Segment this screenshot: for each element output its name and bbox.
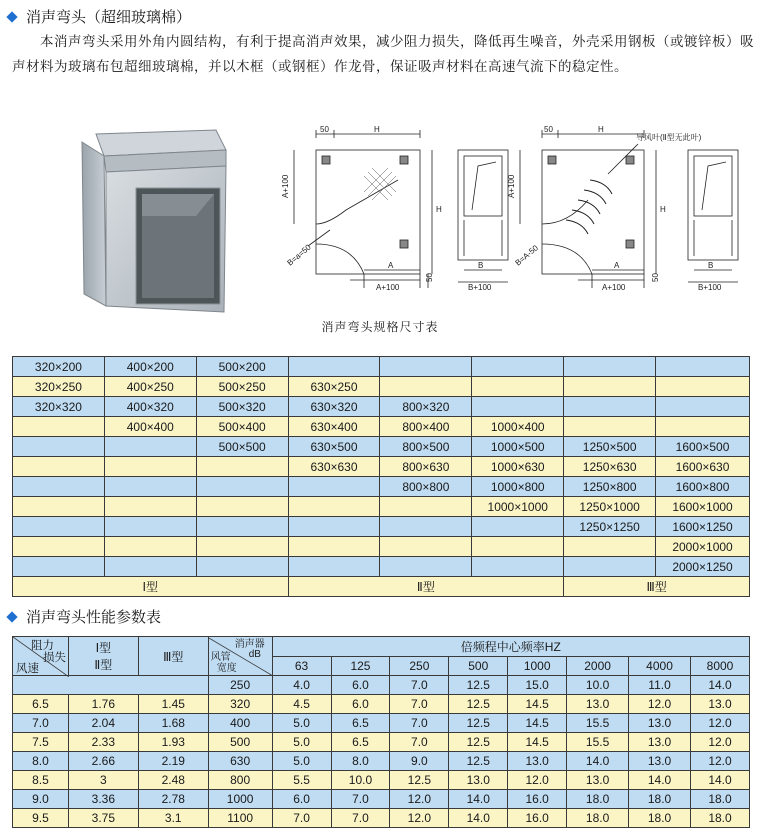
size-cell: 1250×800 (564, 477, 656, 497)
dimension-drawing (268, 120, 758, 320)
size-cell: 1250×1000 (564, 497, 656, 517)
size-cell (472, 557, 564, 577)
size-cell: 500×400 (196, 417, 288, 437)
perf-cell: 12.0 (690, 733, 749, 752)
perf-cell: 12.0 (690, 752, 749, 771)
size-cell: 630×630 (288, 457, 380, 477)
perf-cell: 5.0 (272, 733, 331, 752)
perf-cell: 12.0 (508, 771, 567, 790)
size-cell (13, 417, 105, 437)
header-type3: Ⅲ型 (138, 637, 208, 676)
size-cell (288, 517, 380, 537)
perf-cell: 1.93 (138, 733, 208, 752)
perf-cell: 320 (208, 695, 272, 714)
size-cell (564, 357, 656, 377)
perf-row (13, 771, 750, 790)
perf-cell: 7.0 (13, 714, 69, 733)
size-cell: 400×200 (104, 357, 196, 377)
perf-cell: 7.0 (331, 790, 390, 809)
perf-cell: 16.0 (508, 809, 567, 828)
perf-cell: 18.0 (629, 809, 691, 828)
diamond-bullet-icon (6, 611, 17, 622)
perf-row (13, 809, 750, 828)
perf-cell: 14.0 (690, 771, 749, 790)
perf-cell: 250 (208, 676, 272, 695)
header-width: 宽度 (216, 663, 237, 674)
size-cell: 630×320 (288, 397, 380, 417)
perf-cell: 12.0 (390, 790, 449, 809)
type-label: Ⅲ型 (564, 577, 750, 597)
dim-label: B=A-50 (513, 243, 540, 268)
size-cell (196, 557, 288, 577)
perf-cell: 13.0 (567, 771, 629, 790)
dim-label: B=a=50 (285, 242, 313, 268)
size-cell (196, 537, 288, 557)
size-row (13, 537, 750, 557)
size-cell (288, 357, 380, 377)
size-cell: 1600×800 (656, 477, 750, 497)
frequency-header: 63 (272, 656, 331, 676)
perf-cell: 11.0 (629, 676, 691, 695)
perf-cell: 12.5 (390, 771, 449, 790)
frequency-header: 2000 (567, 656, 629, 676)
header-duct: 风管 (210, 652, 231, 663)
dim-label: H (374, 125, 380, 134)
perf-row (13, 714, 750, 733)
perf-cell: 4.0 (272, 676, 331, 695)
size-cell (656, 377, 750, 397)
perf-cell: 12.0 (690, 714, 749, 733)
dim-label: H (598, 125, 604, 134)
dim-label: A+100 (376, 283, 400, 292)
dim-label: 50 (320, 125, 329, 134)
size-cell: 320×320 (13, 397, 105, 417)
perf-row (13, 752, 750, 771)
size-cell: 2000×1250 (656, 557, 750, 577)
header-db: dB (248, 649, 261, 660)
size-cell (104, 437, 196, 457)
size-cell: 320×250 (13, 377, 105, 397)
size-cell: 500×250 (196, 377, 288, 397)
perf-cell: 9.0 (390, 752, 449, 771)
size-cell (380, 537, 472, 557)
perf-cell: 2.33 (68, 733, 138, 752)
size-cell: 1000×630 (472, 457, 564, 477)
size-cell (472, 397, 564, 417)
size-cell: 1600×630 (656, 457, 750, 477)
perf-cell: 13.0 (629, 733, 691, 752)
perf-cell: 2.66 (68, 752, 138, 771)
perf-cell: 3 (68, 771, 138, 790)
size-cell (656, 397, 750, 417)
frequency-header: 250 (390, 656, 449, 676)
perf-cell: 9.0 (13, 790, 69, 809)
perf-cell: 2.19 (138, 752, 208, 771)
perf-cell: 5.0 (272, 752, 331, 771)
size-cell (104, 517, 196, 537)
header-wind-speed: 风速 (16, 663, 39, 675)
size-row (13, 557, 750, 577)
size-cell (13, 537, 105, 557)
perf-cell: 14.0 (449, 790, 508, 809)
size-cell (104, 537, 196, 557)
perf-cell: 1.68 (138, 714, 208, 733)
perf-cell: 18.0 (567, 809, 629, 828)
perf-cell: 12.5 (449, 733, 508, 752)
size-cell: 1000×800 (472, 477, 564, 497)
dim-label: 50 (425, 273, 434, 282)
size-cell (564, 377, 656, 397)
size-cell: 800×800 (380, 477, 472, 497)
frequency-header: 4000 (629, 656, 691, 676)
perf-cell: 6.5 (331, 714, 390, 733)
size-cell: 1250×1250 (564, 517, 656, 537)
size-cell (472, 377, 564, 397)
perf-cell: 1.45 (138, 695, 208, 714)
size-cell: 1000×400 (472, 417, 564, 437)
size-cell: 800×630 (380, 457, 472, 477)
perf-cell: 14.0 (690, 676, 749, 695)
type-row (13, 577, 750, 597)
perf-cell: 14.5 (508, 733, 567, 752)
perf-cell: 9.5 (13, 809, 69, 828)
perf-cell: 2.04 (68, 714, 138, 733)
size-cell: 500×200 (196, 357, 288, 377)
dim-label: A (614, 261, 620, 270)
perf-cell: 3.36 (68, 790, 138, 809)
perf-cell: 13.0 (508, 752, 567, 771)
perf-cell: 12.0 (629, 695, 691, 714)
size-cell (196, 517, 288, 537)
perf-cell: 7.0 (272, 809, 331, 828)
header-muffler: 消声器 (234, 639, 265, 650)
frequency-header: 500 (449, 656, 508, 676)
size-cell (13, 437, 105, 457)
drawing-type1 (294, 130, 432, 288)
size-row (13, 357, 750, 377)
size-cell (472, 537, 564, 557)
perf-cell: 13.0 (449, 771, 508, 790)
size-row (13, 437, 750, 457)
perf-cell: 5.5 (272, 771, 331, 790)
perf-cell: 2.78 (138, 790, 208, 809)
frequency-header: 125 (331, 656, 390, 676)
size-cell: 800×320 (380, 397, 472, 417)
size-cell (656, 357, 750, 377)
header-frequency: 倍频程中心频率HZ (272, 637, 749, 657)
section-heading-performance (8, 606, 161, 627)
perf-cell: 2.48 (138, 771, 208, 790)
size-cell (472, 517, 564, 537)
dim-label: 50 (544, 125, 553, 134)
size-cell: 400×320 (104, 397, 196, 417)
perf-row (13, 790, 750, 809)
perf-row (13, 695, 750, 714)
size-cell (104, 477, 196, 497)
size-cell (380, 557, 472, 577)
type-label: Ⅱ型 (288, 577, 564, 597)
perf-cell: 800 (208, 771, 272, 790)
dim-label: 50 (651, 273, 660, 282)
perf-cell: 1000 (208, 790, 272, 809)
drawing-caption: 消声弯头规格尺寸表 (321, 320, 439, 334)
size-cell: 800×500 (380, 437, 472, 457)
perf-cell: 8.0 (13, 752, 69, 771)
perf-cell: 13.0 (629, 752, 691, 771)
perf-cell: 12.5 (449, 714, 508, 733)
dim-label: B (708, 261, 714, 270)
section-title: 消声弯头性能参数表 (26, 608, 162, 626)
size-cell: 1600×1250 (656, 517, 750, 537)
dim-label: B+100 (468, 283, 492, 292)
perf-cell: 6.5 (331, 733, 390, 752)
size-cell: 1600×1000 (656, 497, 750, 517)
size-cell (196, 497, 288, 517)
perf-cell: 18.0 (690, 790, 749, 809)
size-cell (380, 377, 472, 397)
perf-row (13, 733, 750, 752)
dim-label: A (388, 261, 394, 270)
perf-cell: 13.0 (567, 695, 629, 714)
perf-cell: 12.5 (449, 752, 508, 771)
size-cell (288, 477, 380, 497)
perf-cell: 1.76 (68, 695, 138, 714)
perf-cell: 15.5 (567, 733, 629, 752)
perf-cell: 14.5 (508, 714, 567, 733)
blank-cell (13, 676, 209, 695)
size-cell (104, 457, 196, 477)
header-type12 (68, 637, 138, 676)
section-heading-elbow (8, 6, 191, 27)
size-cell: 1000×1000 (472, 497, 564, 517)
perf-cell: 13.0 (629, 714, 691, 733)
perf-cell: 7.5 (13, 733, 69, 752)
size-cell: 500×320 (196, 397, 288, 417)
perf-cell: 1100 (208, 809, 272, 828)
size-cell (13, 477, 105, 497)
size-cell (564, 417, 656, 437)
size-cell: 1250×500 (564, 437, 656, 457)
intro-paragraph: 本消声弯头采用外角内圆结构，有利于提高消声效果，减少阻力损失，降低再生噪音，外壳采用钢板（或镀锌板）吸声材料为玻璃布包超细玻璃棉，并以木框（或钢框）作龙骨，保证吸声材料在高速气流下的稳定性。 (12, 34, 754, 75)
size-row (13, 457, 750, 477)
diamond-bullet-icon (6, 11, 17, 22)
perf-cell: 6.0 (331, 695, 390, 714)
perf-cell: 500 (208, 733, 272, 752)
header-muffler-diag (208, 637, 272, 676)
dim-label: A+100 (602, 283, 626, 292)
perf-cell: 12.0 (390, 809, 449, 828)
perf-cell: 5.0 (272, 714, 331, 733)
size-cell: 2000×1000 (656, 537, 750, 557)
size-cell (288, 537, 380, 557)
dim-label: H (660, 205, 666, 214)
drawing-type2 (520, 130, 656, 288)
perf-cell: 3.1 (138, 809, 208, 828)
perf-cell: 8.0 (331, 752, 390, 771)
size-cell (13, 517, 105, 537)
perf-cell: 18.0 (690, 809, 749, 828)
size-row (13, 417, 750, 437)
size-cell (196, 477, 288, 497)
size-cell (288, 557, 380, 577)
perf-cell: 14.5 (508, 695, 567, 714)
perf-cell: 15.0 (508, 676, 567, 695)
perf-cell: 7.0 (390, 733, 449, 752)
size-cell: 1250×630 (564, 457, 656, 477)
perf-cell: 18.0 (567, 790, 629, 809)
size-cell: 320×200 (13, 357, 105, 377)
perf-cell: 12.5 (449, 695, 508, 714)
size-cell: 630×400 (288, 417, 380, 437)
size-cell (196, 457, 288, 477)
perf-cell: 7.0 (331, 809, 390, 828)
size-cell (656, 417, 750, 437)
dim-label: B+100 (698, 283, 722, 292)
perf-cell: 10.0 (331, 771, 390, 790)
perf-cell: 12.5 (449, 676, 508, 695)
perf-cell: 7.0 (390, 714, 449, 733)
perf-cell: 7.0 (390, 676, 449, 695)
size-cell (13, 557, 105, 577)
perf-cell: 630 (208, 752, 272, 771)
size-cell (380, 497, 472, 517)
size-row (13, 517, 750, 537)
size-cell: 500×500 (196, 437, 288, 457)
perf-cell: 14.0 (449, 809, 508, 828)
perf-cell: 18.0 (629, 790, 691, 809)
size-table (12, 356, 750, 597)
dim-label: B (478, 261, 484, 270)
size-cell: 1000×500 (472, 437, 564, 457)
perf-cell: 6.5 (13, 695, 69, 714)
perf-cell: 13.0 (690, 695, 749, 714)
perf-cell: 8.5 (13, 771, 69, 790)
guide-vane-label: 导风叶(Ⅱ型无此叶) (636, 133, 702, 142)
frequency-header: 8000 (690, 656, 749, 676)
size-cell (564, 537, 656, 557)
perf-cell: 6.0 (331, 676, 390, 695)
size-cell (288, 497, 380, 517)
size-row (13, 397, 750, 417)
header-resistance: 阻力 (31, 640, 54, 652)
type-label: Ⅰ型 (13, 577, 289, 597)
size-cell: 1600×500 (656, 437, 750, 457)
size-row (13, 377, 750, 397)
size-cell (380, 517, 472, 537)
perf-cell: 7.0 (390, 695, 449, 714)
dim-label: A+100 (281, 174, 290, 198)
section-title: 消声弯头（超细玻璃棉） (26, 8, 192, 26)
perf-cell: 15.5 (567, 714, 629, 733)
size-cell: 800×400 (380, 417, 472, 437)
performance-table (12, 636, 750, 828)
header-diagonal-cell (13, 637, 69, 676)
perf-cell: 4.5 (272, 695, 331, 714)
size-cell (13, 497, 105, 517)
size-cell (472, 357, 564, 377)
perf-cell: 10.0 (567, 676, 629, 695)
size-cell: 400×400 (104, 417, 196, 437)
perf-cell: 6.0 (272, 790, 331, 809)
size-cell: 630×250 (288, 377, 380, 397)
size-cell (104, 557, 196, 577)
product-photo (76, 126, 228, 316)
size-cell: 630×500 (288, 437, 380, 457)
size-row (13, 497, 750, 517)
size-cell (380, 357, 472, 377)
dim-label: A+100 (507, 174, 516, 198)
header-type2: Ⅱ型 (94, 658, 113, 672)
size-cell: 400×250 (104, 377, 196, 397)
size-cell (13, 457, 105, 477)
header-loss: 损失 (43, 652, 66, 664)
perf-cell: 16.0 (508, 790, 567, 809)
frequency-header: 1000 (508, 656, 567, 676)
size-cell (564, 557, 656, 577)
size-cell (564, 397, 656, 417)
perf-cell: 3.75 (68, 809, 138, 828)
size-row (13, 477, 750, 497)
perf-cell: 14.0 (567, 752, 629, 771)
dim-label: H (436, 205, 442, 214)
header-type1: Ⅰ型 (95, 641, 112, 655)
perf-cell: 14.0 (629, 771, 691, 790)
size-cell (104, 497, 196, 517)
perf-cell: 400 (208, 714, 272, 733)
